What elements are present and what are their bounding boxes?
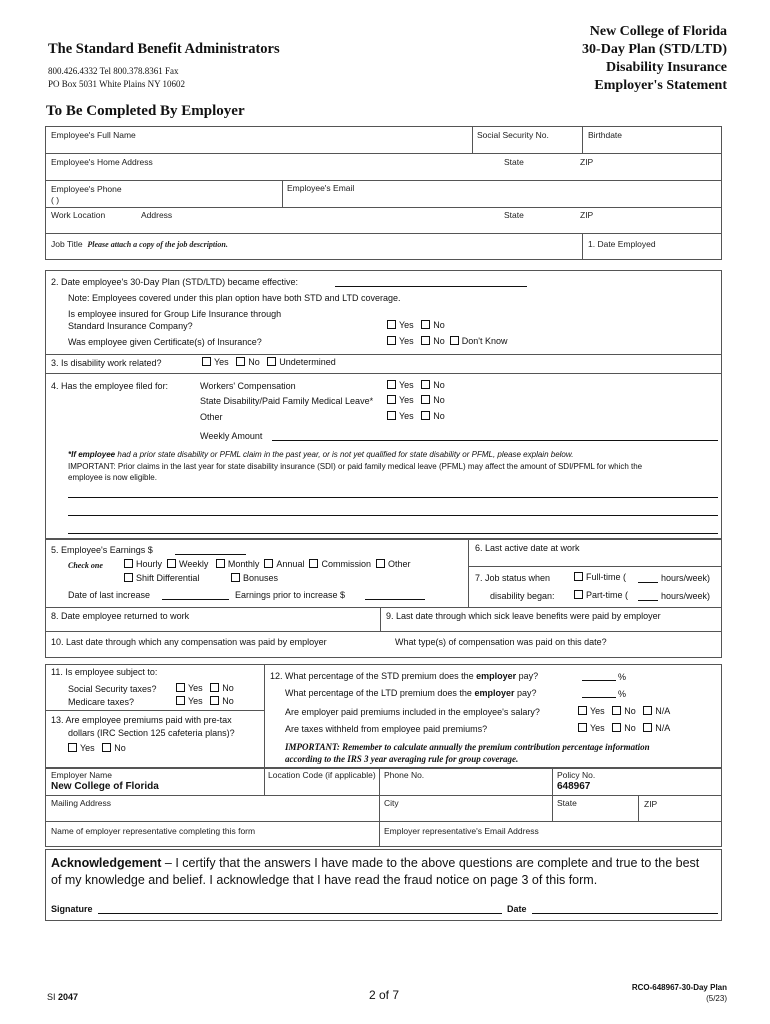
q12-withheld-label: Are taxes withheld from employee paid premiums? (285, 724, 488, 734)
q3-yes-checkbox[interactable] (202, 357, 211, 366)
q11-ss-options (176, 683, 234, 693)
q4-workers-comp-label: Workers' Compensation (200, 381, 296, 391)
annual-label: Annual (276, 559, 305, 569)
q2-certificate-options (387, 336, 507, 346)
q9-label: 9. Last date through which sick leave benefits were paid by employer (386, 611, 661, 621)
q7-hours-week-2: hours/week) (661, 591, 711, 601)
q2-certificate-yes-checkbox[interactable] (387, 336, 396, 345)
q4-footnote (68, 450, 573, 459)
q4-footnote-text: had a prior state disability or PFML claim in the past year, or is not yet qualified for state disability or PFML, please explain below. (115, 450, 574, 459)
home-address-label: Employee's Home Address (51, 157, 153, 167)
employer-phone-label: Phone No. (384, 770, 425, 780)
no-label: No (433, 380, 445, 390)
q10-label: 10. Last date through which any compensation was paid by employer (51, 637, 327, 647)
job-title-label: Job Title (51, 239, 83, 249)
q4-weekly-amount-label: Weekly Amount (200, 431, 263, 441)
q13-yes-checkbox[interactable] (68, 743, 77, 752)
yes-label: Yes (590, 706, 605, 716)
q4-important-line1: IMPORTANT: Prior claims in the last year for state disability insurance (SDI) or paid family medical leave (PFML) may affect the amount of SDI/PFML for which the (68, 462, 643, 471)
q2-certificate-dont-know-checkbox[interactable] (450, 336, 459, 345)
q4-important-line2: employee is now eligible. (68, 473, 157, 482)
q2-label: 2. Date employee's 30-Day Plan (STD/LTD) became effective: (51, 277, 298, 287)
home-zip-label: ZIP (580, 157, 594, 167)
q12-withheld-yes-checkbox[interactable] (578, 723, 587, 732)
q5-label: 5. Employee's Earnings $ (51, 545, 153, 555)
employer-name-label: Employer Name (51, 770, 112, 780)
q11-ss-taxes-label: Social Security taxes? (68, 684, 157, 694)
company-name: The Standard Benefit Administrators (48, 41, 280, 57)
q11-medicare-yes-checkbox[interactable] (176, 696, 185, 705)
ack-line1 (51, 856, 699, 870)
employer-emphasis: employer (476, 671, 517, 681)
q12-std-label (270, 671, 538, 681)
home-state-label: State (504, 157, 524, 167)
q7-full-time-checkbox[interactable] (574, 572, 583, 581)
shift-differential-label: Shift Differential (136, 573, 200, 583)
employer-state-label: State (557, 798, 577, 808)
q13-options (68, 743, 126, 753)
date-employed-label: 1. Date Employed (588, 239, 656, 249)
city-label: City (384, 798, 399, 808)
yes-label: Yes (399, 320, 414, 330)
q2-group-life-options (387, 320, 445, 330)
q12-withheld-na-checkbox[interactable] (643, 723, 652, 732)
q4-state-disability-options (387, 395, 445, 405)
no-label: No (433, 411, 445, 421)
q5-bonuses-option (231, 573, 278, 583)
form-title (582, 23, 727, 95)
q5-last-increase-label: Date of last increase (68, 590, 151, 600)
q2-effective-date-line[interactable] (335, 286, 527, 287)
weekly-label: Weekly (179, 559, 209, 569)
page-number: 2 of 7 (369, 988, 400, 1002)
q12-ltd-percent-sign: % (618, 689, 627, 699)
q2-group-life-no-checkbox[interactable] (421, 320, 430, 329)
phone-parens: ( ) (51, 195, 60, 205)
q5-earnings-prior-line[interactable] (365, 599, 425, 600)
q5-weekly-checkbox[interactable] (167, 559, 176, 568)
ack-text: – I certify that the answers I have made to the above questions are complete and true to the best (161, 856, 700, 870)
signature-line[interactable] (98, 913, 502, 914)
full-name-label: Employee's Full Name (51, 130, 136, 140)
q7-full-time-hours-line[interactable] (638, 582, 658, 583)
no-label: No (624, 723, 636, 733)
other-label: Other (388, 559, 411, 569)
employer-zip-label: ZIP (644, 799, 658, 809)
q12-ltd-percent-line[interactable] (582, 697, 616, 698)
q4-other-no-checkbox[interactable] (421, 411, 430, 420)
q4-other-yes-checkbox[interactable] (387, 411, 396, 420)
q3-label: 3. Is disability work related? (51, 358, 162, 368)
form-title-line: Disability Insurance (606, 60, 727, 75)
no-label: No (433, 395, 445, 405)
q7-hours-week-1: hours/week) (661, 573, 711, 583)
q12-std-percent-line[interactable] (582, 680, 616, 681)
yes-label: Yes (80, 743, 95, 753)
q13-label-line1: 13. Are employee premiums paid with pre-tax (51, 715, 232, 725)
company-phone: 800.426.4332 Tel 800.378.8361 Fax (48, 66, 179, 76)
q4-label: 4. Has the employee filed for: (51, 381, 169, 391)
q4-other-label: Other (200, 412, 223, 422)
rep-email-label: Employer representative's Email Address (384, 826, 539, 836)
q12-important-line1: IMPORTANT: Remember to calculate annually the premium contribution percentage information (285, 742, 650, 752)
q12-ltd-text-end: pay? (514, 688, 537, 698)
form-title-line: Employer's Statement (594, 78, 727, 93)
form-title-line: New College of Florida (589, 24, 727, 39)
q11-label: 11. Is employee subject to: (51, 667, 158, 677)
form-title-line: 30-Day Plan (STD/LTD) (582, 42, 727, 57)
commission-label: Commission (321, 559, 371, 569)
mailing-address-label: Mailing Address (51, 798, 112, 808)
date-line[interactable] (532, 913, 718, 914)
q5-extra-options (124, 573, 199, 583)
yes-label: Yes (590, 723, 605, 733)
q3-options (202, 357, 336, 367)
q4-workers-comp-yes-checkbox[interactable] (387, 380, 396, 389)
q4-workers-comp-no-checkbox[interactable] (421, 380, 430, 389)
q4-state-disability-no-checkbox[interactable] (421, 395, 430, 404)
q5-commission-checkbox[interactable] (309, 559, 318, 568)
q5-last-increase-line[interactable] (162, 599, 229, 600)
date-label: Date (507, 904, 527, 914)
q2-group-life-line2: Standard Insurance Company? (68, 321, 193, 331)
q2-certificate-label: Was employee given Certificate(s) of Insurance? (68, 337, 262, 347)
q10-types-label: What type(s) of compensation was paid on this date? (395, 637, 607, 647)
rep-name-label: Name of employer representative completing this form (51, 826, 256, 836)
no-label: No (433, 320, 445, 330)
yes-label: Yes (188, 696, 203, 706)
q5-earnings-line[interactable] (175, 554, 246, 555)
birthdate-label: Birthdate (588, 130, 623, 140)
q5-hourly-checkbox[interactable] (124, 559, 133, 568)
yes-label: Yes (399, 411, 414, 421)
q12-std-text-end: pay? (516, 671, 539, 681)
yes-label: Yes (188, 683, 203, 693)
q4-workers-comp-options (387, 380, 445, 390)
explain-line[interactable] (68, 533, 718, 534)
q2-group-life-yes-checkbox[interactable] (387, 320, 396, 329)
explain-line[interactable] (68, 515, 718, 516)
no-label: No (222, 696, 234, 706)
no-label: No (624, 706, 636, 716)
phone-label: Employee's Phone (51, 184, 122, 194)
job-title-note: Please attach a copy of the job description. (87, 240, 228, 249)
yes-label: Yes (399, 380, 414, 390)
q5-other-checkbox[interactable] (376, 559, 385, 568)
q12-included-na-checkbox[interactable] (643, 706, 652, 715)
form-prefix: SI (47, 992, 56, 1002)
q12-withheld-options (578, 723, 670, 733)
no-label: No (248, 357, 260, 367)
policy-label: Policy No. (557, 770, 596, 780)
q5-bonuses-checkbox[interactable] (231, 573, 240, 582)
q12-ltd-text: What percentage of the LTD premium does the (285, 688, 475, 698)
full-time-label: Full-time ( (586, 572, 626, 582)
form-revision: (5/23) (706, 994, 727, 1003)
work-zip-label: ZIP (580, 210, 594, 220)
q4-state-disability-label: State Disability/Paid Family Medical Leave* (200, 396, 374, 406)
q7-disability-began: disability began: (490, 591, 555, 601)
q7-full-time-option (574, 572, 626, 582)
company-address: PO Box 5031 White Plains NY 10602 (48, 79, 186, 89)
employer-name-value: New College of Florida (51, 781, 159, 792)
email-label: Employee's Email (287, 183, 355, 193)
q5-monthly-checkbox[interactable] (216, 559, 225, 568)
q11-medicare-label: Medicare taxes? (68, 697, 135, 707)
q2-group-life-line1: Is employee insured for Group Life Insurance through (68, 309, 282, 319)
q11-ss-no-checkbox[interactable] (210, 683, 219, 692)
explain-line[interactable] (68, 497, 718, 498)
q4-other-options (387, 411, 445, 421)
q7-part-time-checkbox[interactable] (574, 590, 583, 599)
q3-no-checkbox[interactable] (236, 357, 245, 366)
no-label: No (222, 683, 234, 693)
q13-label-line2: dollars (IRC Section 125 cafeteria plans)? (68, 728, 235, 738)
dont-know-label: Don't Know (461, 336, 508, 346)
form-code: RCO-648967-30-Day Plan (631, 983, 727, 992)
q2-note: Note: Employees covered under this plan option have both STD and LTD coverage. (68, 293, 401, 303)
job-title (51, 239, 228, 249)
q4-state-disability-yes-checkbox[interactable] (387, 395, 396, 404)
q12-ltd-label (285, 688, 537, 698)
hourly-label: Hourly (136, 559, 163, 569)
ack-title: Acknowledgement (51, 856, 162, 870)
yes-label: Yes (399, 336, 414, 346)
no-label: No (433, 336, 445, 346)
q11-ss-yes-checkbox[interactable] (176, 683, 185, 692)
q11-medicare-options (176, 696, 234, 706)
q3-undetermined-checkbox[interactable] (267, 357, 276, 366)
ack-line2: of my knowledge and belief. I acknowledge that I have read the fraud notice on page 3 of this form. (51, 873, 598, 887)
q11-medicare-no-checkbox[interactable] (210, 696, 219, 705)
form-number: 2047 (58, 992, 79, 1002)
q12-std-text: 12. What percentage of the STD premium does the (270, 671, 477, 681)
na-label: N/A (655, 706, 671, 716)
q2-certificate-no-checkbox[interactable] (421, 336, 430, 345)
q13-no-checkbox[interactable] (102, 743, 111, 752)
q12-std-percent-sign: % (618, 672, 627, 682)
employer-emphasis: employer (474, 688, 515, 698)
q7-part-time-option (574, 590, 628, 600)
work-address-label: Address (141, 210, 173, 220)
location-code-label: Location Code (if applicable) (268, 770, 376, 780)
q12-important-line2: according to the IRS 3 year averaging rule for group coverage. (285, 754, 519, 764)
q12-included-label: Are employer paid premiums included in the employee's salary? (285, 707, 540, 717)
policy-value: 648967 (557, 781, 591, 792)
no-label: No (114, 743, 126, 753)
na-label: N/A (655, 723, 671, 733)
undetermined-label: Undetermined (279, 357, 336, 367)
q4-weekly-amount-line[interactable] (272, 440, 718, 441)
monthly-label: Monthly (227, 559, 260, 569)
q7-part-time-hours-line[interactable] (638, 600, 658, 601)
q12-included-options (578, 706, 670, 716)
q12-withheld-no-checkbox[interactable] (612, 723, 621, 732)
signature-label: Signature (51, 904, 93, 914)
q7-label: 7. Job status when (475, 573, 551, 583)
work-location-label: Work Location (51, 210, 106, 220)
q8-label: 8. Date employee returned to work (51, 611, 190, 621)
q5-shift-differential-checkbox[interactable] (124, 573, 133, 582)
q6-label: 6. Last active date at work (475, 543, 580, 553)
yes-label: Yes (399, 395, 414, 405)
q5-frequency-options (124, 559, 411, 569)
q4-footnote-lead: *If employee (68, 450, 116, 459)
section-title: To Be Completed By Employer (46, 103, 245, 119)
yes-label: Yes (214, 357, 229, 367)
q5-check-one: Check one (68, 561, 103, 570)
q5-annual-checkbox[interactable] (264, 559, 273, 568)
part-time-label: Part-time ( (586, 590, 629, 600)
q5-earnings-prior-label: Earnings prior to increase $ (235, 590, 346, 600)
bonuses-label: Bonuses (243, 573, 279, 583)
work-state-label: State (504, 210, 524, 220)
q12-included-no-checkbox[interactable] (612, 706, 621, 715)
ssn-label: Social Security No. (477, 130, 549, 140)
q12-included-yes-checkbox[interactable] (578, 706, 587, 715)
footer-form-number (47, 992, 78, 1002)
